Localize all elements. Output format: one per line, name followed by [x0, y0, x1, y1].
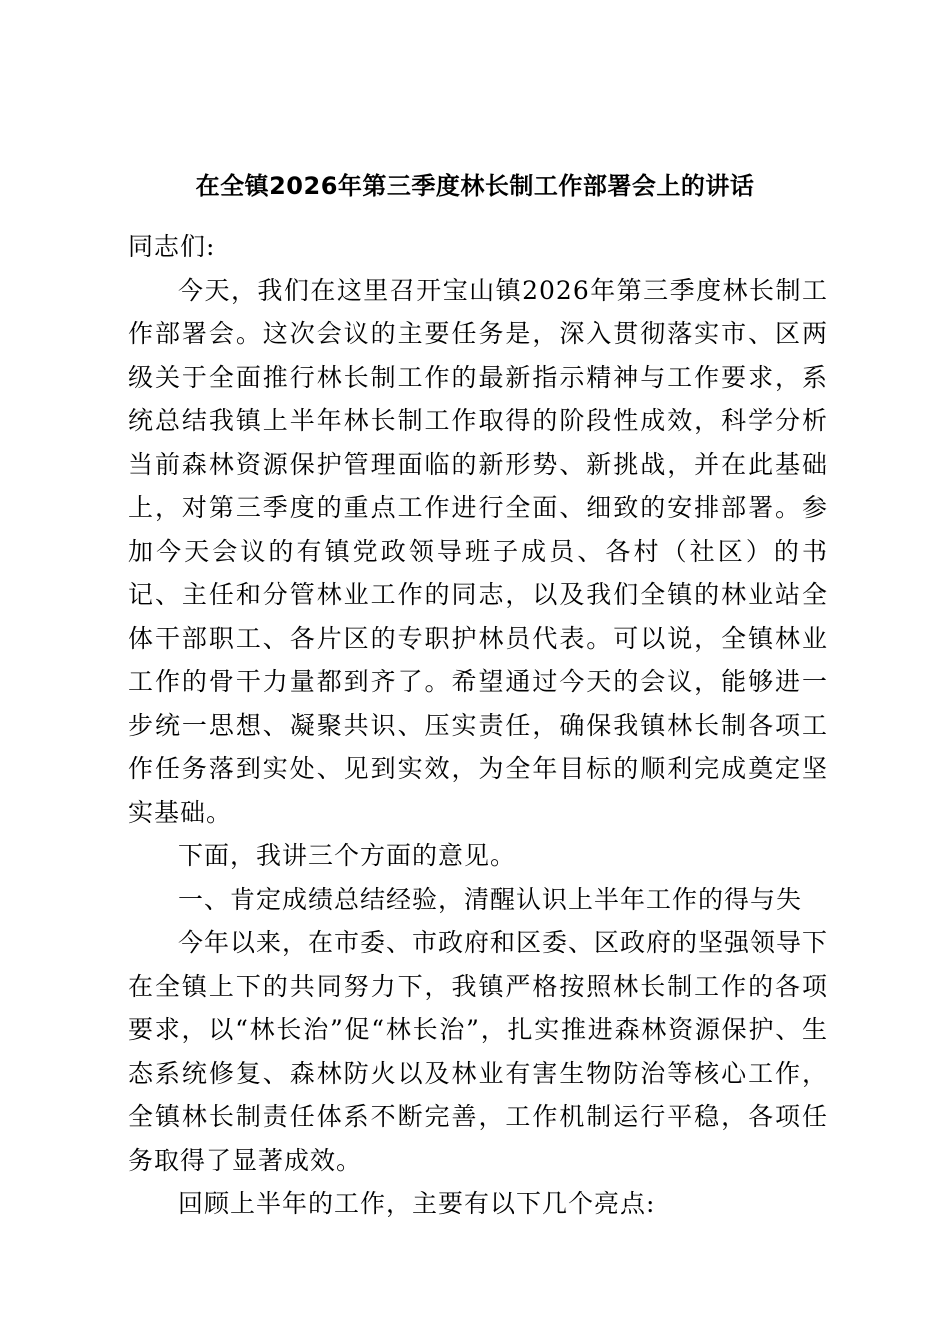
salutation: 同志们: [128, 232, 216, 261]
paragraph-achievements: 今年以来，在市委、市政府和区委、区政府的坚强领导下在全镇上下的共同努力下，我镇严格按照林长制工作的各项要求，以“林长治”促“林长治”，扎实推进森林资源保护、生态系统修复、森林防火以及林业有害生物防治等核心工作，全镇林长制责任体系不断完善，工作机制运行平稳，各项任务取得了显著成效。 [128, 928, 829, 1175]
paragraph-opening: 今天，我们在这里召开宝山镇2026年第三季度林长制工作部署会。这次会议的主要任务是，深入贯彻落实市、区两级关于全面推行林长制工作的最新指示精神与工作要求，系统总结我镇上半年林长制工作取得的阶段性成效，科学分析当前森林资源保护管理面临的新形势、新挑战，并在此基础上，对第三季度的重点工作进行全面、细致的安排部署。参加今天会议的有镇党政领导班子成员、各村（社区）的书记、主任和分管林业工作的同志，以及我们全镇的林业站全体干部职工、各片区的专职护林员代表。可以说，全镇林业工作的骨干力量都到齐了。希望通过今天的会议，能够进一步统一思想、凝聚共识、压实责任，确保我镇林长制各项工作任务落到实处、见到实效，为全年目标的顺利完成奠定坚实基础。 [128, 275, 828, 827]
paragraph-highlights-intro: 回顾上半年的工作，主要有以下几个亮点: [178, 1189, 656, 1218]
document-title: 在全镇2026年第三季度林长制工作部署会上的讲话 [195, 172, 755, 200]
section-heading-1: 一、肯定成绩总结经验，清醒认识上半年工作的得与失 [178, 884, 803, 914]
document-body [128, 225, 828, 1226]
paragraph-outline: 下面，我讲三个方面的意见。 [178, 841, 517, 870]
